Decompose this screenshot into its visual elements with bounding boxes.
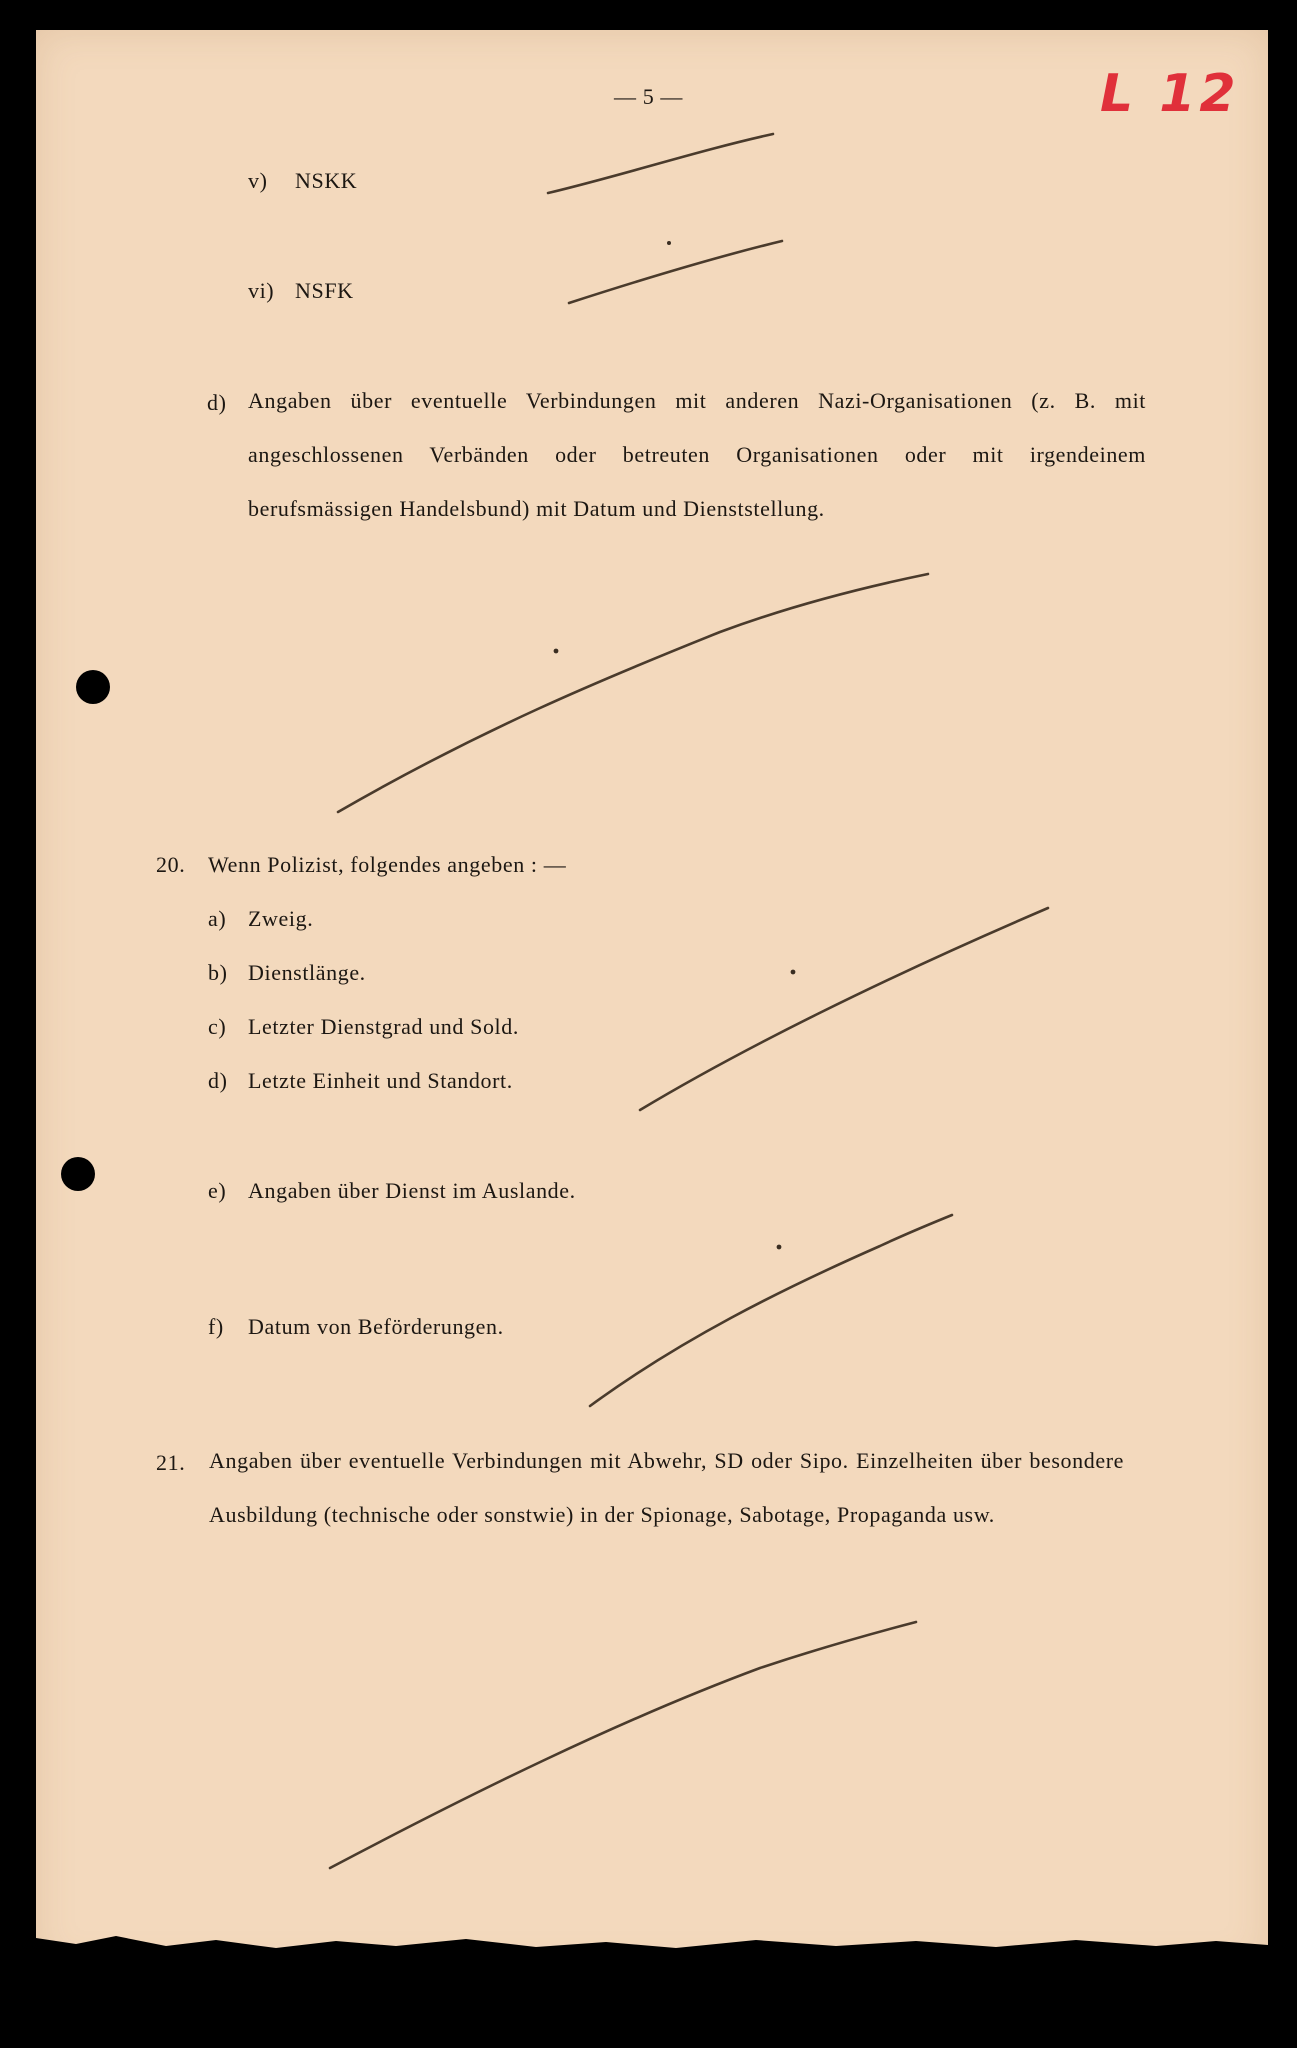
- item-vi-label: NSFK: [295, 278, 354, 303]
- q20-sub-a-text: Zweig.: [248, 906, 314, 931]
- q21-text: Angaben über eventuelle Verbindungen mit Abwehr, SD oder Sipo. Einzelheiten über besondere Ausbildung (technische oder sonstwie) in der Spionage, Sabotage, Propaganda usw.: [209, 1448, 1124, 1527]
- q20-sub-e-text: Angaben über Dienst im Auslande.: [248, 1178, 576, 1203]
- q20-number: 20.: [156, 852, 186, 877]
- q20-sub-b-marker: b): [208, 960, 228, 985]
- q20-sub-b-text: Dienstlänge.: [248, 960, 366, 985]
- q20-sub-c-text: Letzter Dienstgrad und Sold.: [248, 1014, 519, 1039]
- q20-sub-f-marker: f): [208, 1314, 224, 1339]
- q20-sub-a-marker: a): [208, 906, 227, 931]
- q20-sub-d-text: Letzte Einheit und Standort.: [248, 1068, 513, 1093]
- q21-number: 21.: [156, 1450, 186, 1475]
- strikeout-nskf: [569, 241, 782, 303]
- q20-sub-d-marker: d): [208, 1068, 228, 1093]
- item-d-text: Angaben über eventuelle Verbindungen mit anderen Nazi-Organisationen (z. B. mit angeschlossenen Verbänden oder betreuten Organisationen oder mit irgendeinem berufsmässigen Handelsbund) mit Datum und Dienststellung.: [248, 388, 1146, 521]
- q20-sub-c-marker: c): [208, 1014, 227, 1039]
- q20-text: Wenn Polizist, folgendes angeben : —: [208, 852, 567, 877]
- strikeout-q20-a-d: [640, 908, 1048, 1110]
- item-v-label: NSKK: [295, 168, 358, 193]
- q20-sub-f-text: Datum von Beförderungen.: [248, 1314, 504, 1339]
- ink-speck: [554, 649, 559, 654]
- page-number: — 5 —: [614, 84, 683, 109]
- ink-speck: [667, 241, 671, 245]
- item-v-marker: v): [248, 168, 268, 193]
- strikeout-nskk: [548, 134, 773, 193]
- strikeout-q21: [330, 1622, 916, 1868]
- item-d-marker: d): [207, 390, 227, 415]
- item-vi-marker: vi): [248, 278, 275, 303]
- q20-sub-e-marker: e): [208, 1178, 227, 1203]
- corner-annotation: L 12: [1100, 64, 1240, 124]
- strikeout-q20-e-f: [590, 1215, 952, 1406]
- ink-speck: [777, 1245, 782, 1250]
- ink-speck: [791, 970, 796, 975]
- strikeout-item-d: [338, 574, 928, 812]
